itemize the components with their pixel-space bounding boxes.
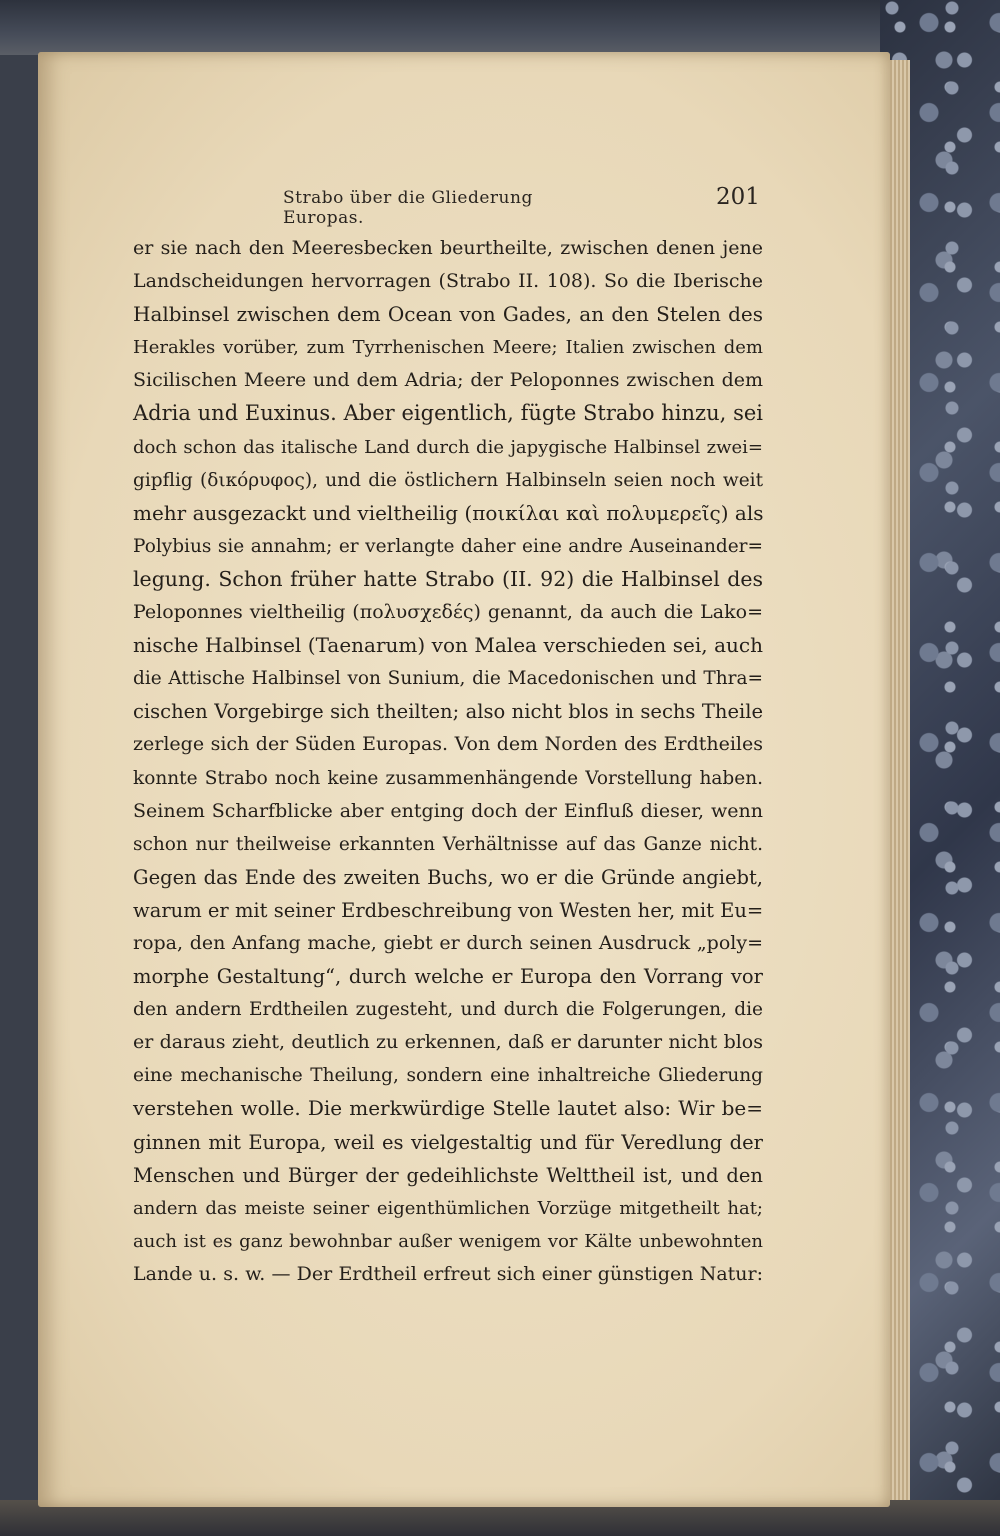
text-line: Sicilischen Meere und dem Adria; der Peloponnes zwischen dem: [133, 369, 763, 392]
text-line: nische Halbinsel (Taenarum) von Malea verschieden sei, auch: [133, 633, 763, 658]
text-line: Menschen und Bürger der gedeihlichste Welttheil ist, und den: [133, 1163, 763, 1187]
text-line: konnte Strabo noch keine zusammenhängende Vorstellung haben.: [133, 767, 763, 789]
text-line: Landscheidungen hervorragen (Strabo II. 108). So die Iberische: [133, 270, 763, 293]
text-line: Herakles vorüber, zum Tyrrhenischen Meere; Italien zwischen dem: [133, 337, 763, 359]
text-line: verstehen wolle. Die merkwürdige Stelle lautet also: Wir be=: [133, 1096, 763, 1121]
text-line: Halbinsel zwischen dem Ocean von Gades, an den Stelen des: [133, 302, 763, 327]
book-top-edge: [0, 0, 1000, 55]
text-line: Gegen das Ende des zweiten Buchs, wo er die Gründe angiebt,: [133, 865, 763, 889]
text-line: er daraus zieht, deutlich zu erkennen, daß er darunter nicht blos: [133, 1031, 763, 1054]
text-line: gipflig (δικόρυφος), und die östlichern Halbinseln seien noch weit: [133, 469, 763, 491]
text-line: morphe Gestaltung“, durch welche er Europa den Vorrang vor: [133, 965, 763, 989]
text-line: auch ist es ganz bewohnbar außer wenigem vor Kälte unbewohnten: [133, 1230, 763, 1252]
text-line: Polybius sie annahm; er verlangte daher eine andre Auseinander=: [133, 535, 763, 557]
text-line: andern das meiste seiner eigenthümlichen Vorzüge mitgetheilt hat;: [133, 1197, 763, 1219]
text-line: Lande u. s. w. — Der Erdtheil erfreut sich einer günstigen Natur:: [133, 1262, 763, 1285]
text-line: mehr ausgezackt und vieltheilig (ποικίλαι καὶ πολυμερεῖς) als: [133, 500, 764, 525]
text-line: die Attische Halbinsel von Sunium, die Macedonischen und Thra=: [133, 668, 763, 690]
text-line: den andern Erdtheilen zugesteht, und durch die Folgerungen, die: [133, 999, 763, 1021]
text-line: doch schon das italische Land durch die japygische Halbinsel zwei=: [133, 436, 763, 458]
text-line: ginnen mit Europa, weil es vielgestaltig und für Veredlung der: [133, 1130, 763, 1154]
text-line: eine mechanische Theilung, sondern eine inhaltreiche Gliederung: [133, 1065, 763, 1087]
text-line: schon nur theilweise erkannten Verhältnisse auf das Ganze nicht.: [133, 833, 763, 855]
text-line: ropa, den Anfang mache, giebt er durch seinen Ausdruck „poly=: [133, 931, 763, 954]
text-line: zerlege sich der Süden Europas. Von dem Norden des Erdtheiles: [133, 733, 763, 756]
running-head: Strabo über die Gliederung Europas.: [283, 188, 533, 228]
page-number: 201: [716, 184, 760, 210]
body-text: [133, 232, 763, 1291]
text-line: cischen Vorgebirge sich theilten; also nicht blos in sechs Theile: [133, 700, 763, 724]
text-line: Peloponnes vieltheilig (πολυσχεδές) genannt, da auch die Lako=: [133, 601, 763, 624]
text-line: er sie nach den Meeresbecken beurtheilte, zwischen denen jene: [133, 237, 763, 259]
text-line: Adria und Euxinus. Aber eigentlich, fügte Strabo hinzu, sei: [133, 401, 763, 426]
text-line: Seinem Scharfblicke aber entging doch der Einfluß dieser, wenn: [133, 799, 763, 822]
text-line: warum er mit seiner Erdbeschreibung von Westen her, mit Eu=: [133, 898, 764, 922]
text-line: legung. Schon früher hatte Strabo (II. 92) die Halbinsel des: [133, 566, 763, 591]
